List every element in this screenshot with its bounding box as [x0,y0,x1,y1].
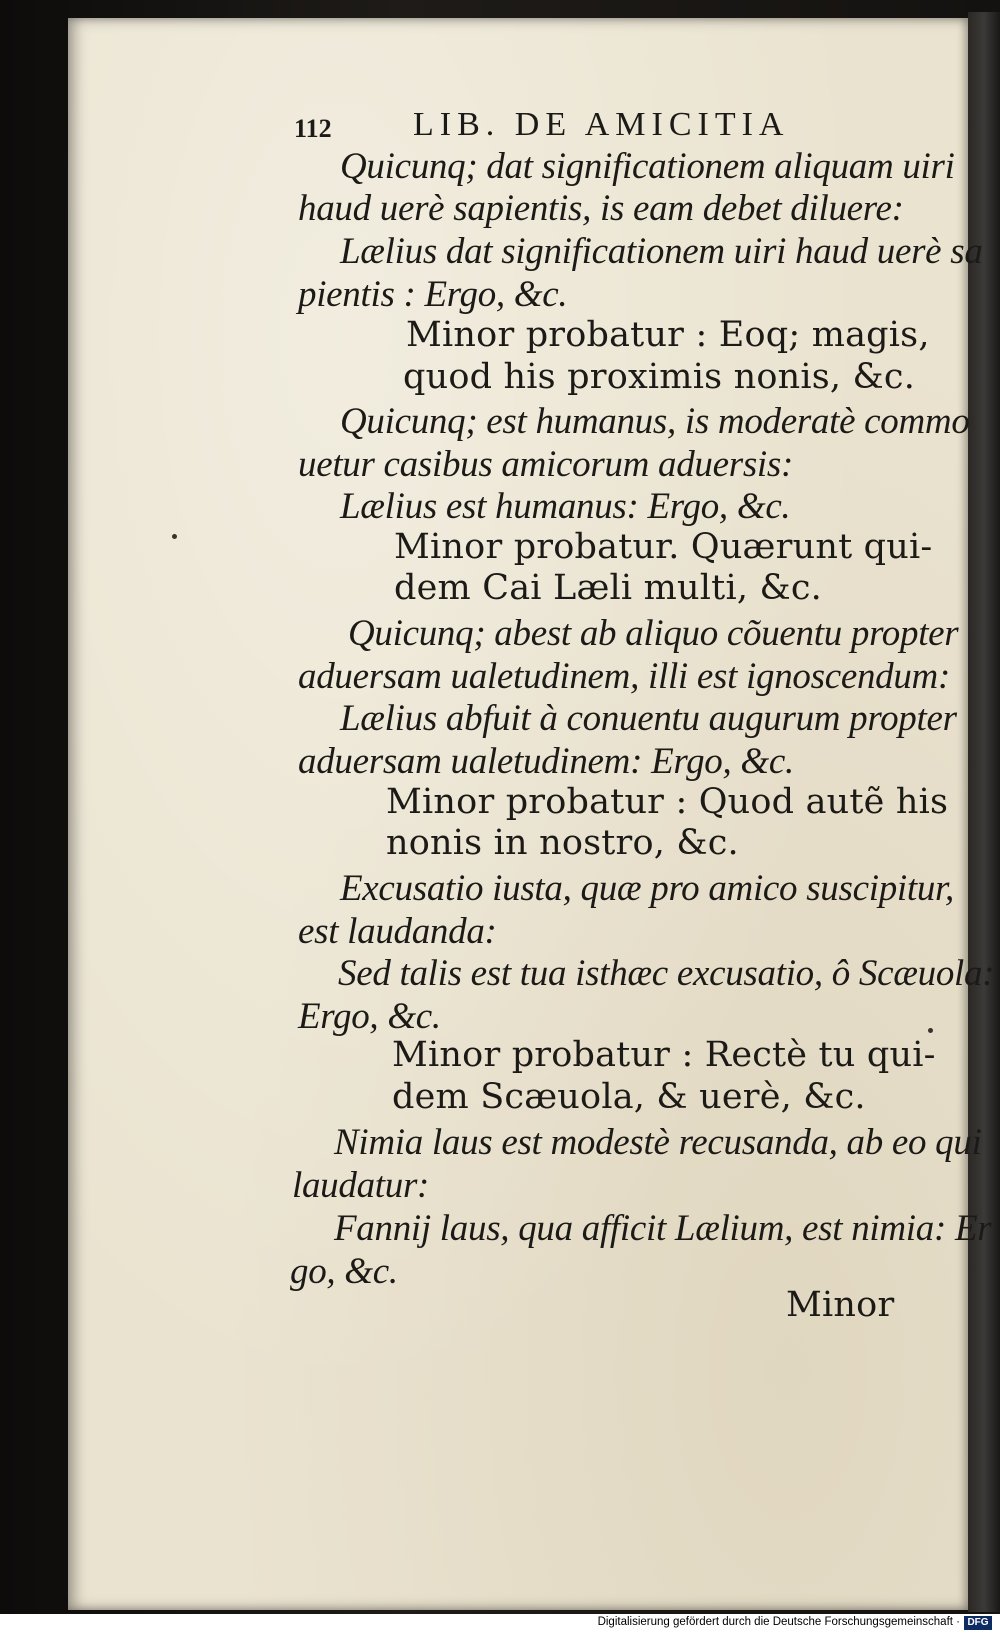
dfg-logo: DFG [964,1616,992,1630]
text-line: Minor probatur : Eoq; magis, [406,315,930,355]
text-line: est laudanda: [298,911,497,952]
text-line: nonis in nostro, &c. [386,823,739,863]
text-line: uetur casibus amicorum aduersis: [298,444,794,485]
page-number: 112 [294,114,332,143]
text-line: dem Scæuola, & uerè, &c. [392,1077,866,1117]
text-line: quod his proximis nonis, &c. [403,357,916,397]
text-line: Lælius abfuit à conuentu augurum propter [340,698,957,739]
text-line: Excusatio iusta, quæ pro amico suscipitur, [340,868,954,909]
text-line: Sed talis est tua isthæc excusatio, ô Scæuola: [338,953,995,994]
text-line: aduersam ualetudinem: Ergo, &c. [298,741,794,782]
text-line: aduersam ualetudinem, illi est ignoscendum: [298,656,950,697]
catchword: Minor [786,1285,895,1325]
footer-credit: Digitalisierung gefördert durch die Deutsche Forschungsgemeinschaft · [597,1616,960,1628]
text-line: Quicunq; dat significationem aliquam uiri [340,146,955,187]
text-line: Minor probatur : Rectè tu qui- [392,1035,936,1075]
text-line: go, &c. [290,1251,398,1292]
text-line: Lælius est humanus: Ergo, &c. [340,486,791,527]
text-line: Minor probatur. Quærunt qui- [394,527,933,567]
text-line: Quicunq; est humanus, is moderatè commo [340,401,970,442]
text-line: Quicunq; abest ab aliquo cõuentu propter [348,613,959,654]
text-line: Fannij laus, qua afficit Lælium, est nimia: Er [334,1208,992,1249]
text-line: dem Cai Læli multi, &c. [394,568,822,608]
running-title: LIB. DE AMICITIA [413,106,790,143]
text-line: Minor probatur : Quod autẽ his [386,782,949,822]
text-line: laudatur: [292,1165,430,1206]
book-page [68,18,995,1610]
text-line: haud uerè sapientis, is eam debet diluere: [298,188,904,229]
text-line: pientis : Ergo, &c. [298,274,568,315]
digitization-footer [0,1614,1000,1633]
ink-speck [928,1028,933,1033]
text-line: Ergo, &c. [298,996,441,1037]
text-line: Lælius dat significationem uiri haud uerè sa [340,231,983,272]
ink-speck [172,534,177,539]
text-line: Nimia laus est modestè recusanda, ab eo qui [334,1122,982,1163]
